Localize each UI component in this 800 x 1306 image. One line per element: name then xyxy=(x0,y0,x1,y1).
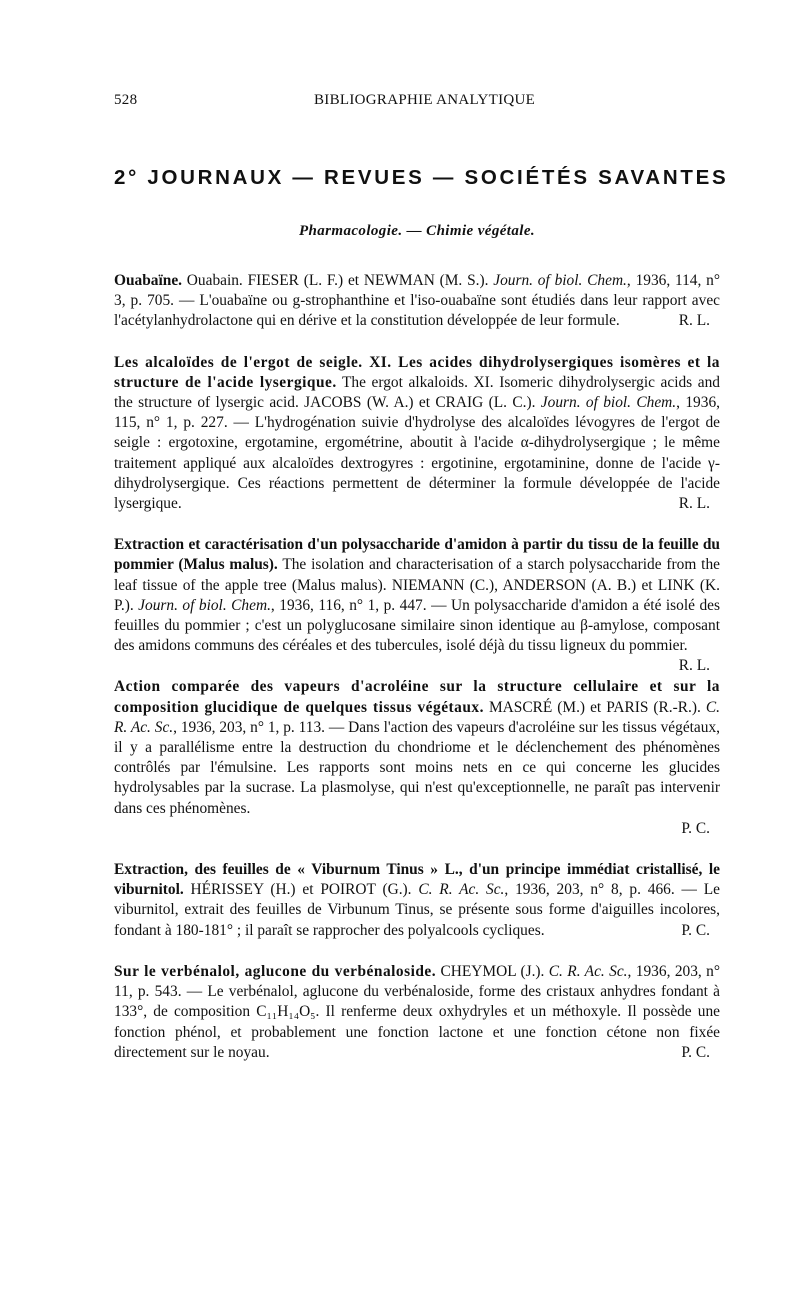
entry-initials: R. L. xyxy=(678,657,710,675)
entry-journal: Journ. of biol. Chem. xyxy=(493,272,627,289)
entry-title: Les alcaloïdes de l'ergot de seigle. XI. Les acides dihydrolysergiques isomères et la structure de l'acide lysergique. xyxy=(114,353,720,391)
entry-abstract: — Un polysaccharide d'amidon a été isolé des feuilles du pommier ; c'est un polyglucosane similaire sinon identique au β-amylose, composant des amidons communs des céréales et des tubercules, isolé déjà du tissu ligneux du pommier. xyxy=(114,596,720,655)
bibliography-entry xyxy=(114,677,720,839)
bibliography-entry xyxy=(114,860,720,941)
entry-citation: , 1936, 115, n° 1, p. 227. xyxy=(114,394,720,432)
entry-citation: , 1936, 203, n° 8, p. 466. xyxy=(504,881,675,899)
entry-abstract: — L'hydrogénation suivie d'hydrolyse des alcaloïdes lévogyres de l'ergot de seigle : ergotoxine, ergotamine, ergométrine, aboutit à l'acide α-dihydrolysergique ; le même traitement appliqué aux alcaloïdes dextrogyres : ergotinine, ergotaminine, donne de l'acide γ-dihydrolysergique. Ces réactions permettent de déterminer la formule développée de l'acide lysergique. xyxy=(114,414,720,513)
document-page xyxy=(114,92,729,1063)
entry-citation: , 1936, 203, n° 1, p. 113. xyxy=(173,718,325,736)
entry-authors: MASCRÉ (M.) et PARIS (R.-R.). xyxy=(483,698,706,716)
entry-initials: P. C. xyxy=(681,819,710,837)
entry-title: Extraction et caractérisation d'un polysaccharide d'amidon à partir du tissu de la feuille du pommier (Malus malus). xyxy=(114,536,720,574)
entry-title: Ouabaïne. xyxy=(114,272,182,289)
entry-journal: Journ. of biol. Chem. xyxy=(540,394,677,412)
entry-citation: , 1936, 114, n° 3, p. 705. xyxy=(114,272,721,310)
page-number: 528 xyxy=(114,92,138,108)
running-title: BIBLIOGRAPHIE ANALYTIQUE xyxy=(314,92,536,108)
entry-title: Action comparée des vapeurs d'acroléine sur la structure cellulaire et sur la composition glucidique de quelques tissus végétaux. xyxy=(114,678,720,716)
entry-authors: HÉRISSEY (H.) et POIROT (G.). xyxy=(183,881,419,899)
subsection-title: Pharmacologie. — Chimie végétale. xyxy=(298,223,536,239)
bibliography-entry xyxy=(114,962,720,1063)
entry-authors: The ergot alkaloids. XI. Isomeric dihydrolysergic acids and the structure of lysergic acid. JACOBS (W. A.) et CRAIG (L. C.). xyxy=(114,373,720,412)
entry-abstract: — Dans l'action des vapeurs d'acroléine sur les tissus végétaux, il y a parallélisme entre la destruction du chondriome et le déclenchement des phénomènes contrôlés par l'émulsine. Les rapports sont moins nets en ce qui concerne les glucides hydrolysables par la sucrase. La plasmolyse, qui n'est qu'exceptionnelle, ne paraît pas intervenir dans ces phénomènes. xyxy=(114,718,720,817)
entry-initials: R. L. xyxy=(678,495,710,513)
entry-abstract: — Le viburnitol, extrait des feuilles de Virbunum Tinus, se présente sous forme d'aiguilles incolores, fondant à 180-181° ; il paraît se rapprocher des polyalcools cycliques. xyxy=(114,881,720,939)
bibliography-entry xyxy=(114,271,720,332)
entry-initials: R. L. xyxy=(678,312,710,330)
entry-initials: P. C. xyxy=(681,921,710,939)
entry-title: Extraction, des feuilles de « Viburnum Tinus » L., d'un principe immédiat cristallisé, le viburnitol. xyxy=(114,861,720,899)
entry-abstract: — L'ouabaïne ou g-strophanthine et l'iso-ouabaïne sont étudiés dans leur rapport avec l'acétylanhydrolactone qui en dérive et la constitution développée de leur formule. xyxy=(114,292,720,330)
bibliography-entry xyxy=(114,535,720,675)
section-title: 2° JOURNAUX — REVUES — SOCIÉTÉS SAVANTES xyxy=(114,166,729,189)
entry-journal: C. R. Ac. Sc. xyxy=(418,881,505,899)
bibliography-entry xyxy=(114,353,720,515)
entry-authors: The isolation and characterisation of a starch polysaccharide from the leaf tissue of the apple tree (Malus malus). NIEMANN (C.), ANDERSON (A. B.) et LINK (K. P.). xyxy=(114,556,720,614)
entry-journal: Journ. of biol. Chem. xyxy=(138,596,271,614)
entry-journal: C. R. Ac. Sc. xyxy=(548,962,628,980)
entry-initials: P. C. xyxy=(681,1043,710,1061)
entry-abstract: — Le verbénalol, aglucone du verbénaloside, forme des cristaux anhydres fondant à 133°, de composition C₁₁H₁₄O₅. Il renferme deux oxhydryles et un méthoxyle. Il possède une fonction phénol, et probablement une fonction lactone et une fonction cétone non fixée directement sur le noyau. xyxy=(114,983,720,1061)
entry-journal: C. R. Ac. Sc. xyxy=(114,698,720,736)
entry-citation: , 1936, 203, n° 11, p. 543. xyxy=(114,962,721,1001)
entry-title: Sur le verbénalol, aglucone du verbénaloside. xyxy=(114,962,437,980)
entry-authors: CHEYMOL (J.). xyxy=(436,962,549,980)
entry-citation: , 1936, 116, n° 1, p. 447. xyxy=(270,596,427,614)
running-head xyxy=(114,92,720,116)
entry-authors: Ouabain. FIESER (L. F.) et NEWMAN (M. S.). xyxy=(182,272,494,289)
